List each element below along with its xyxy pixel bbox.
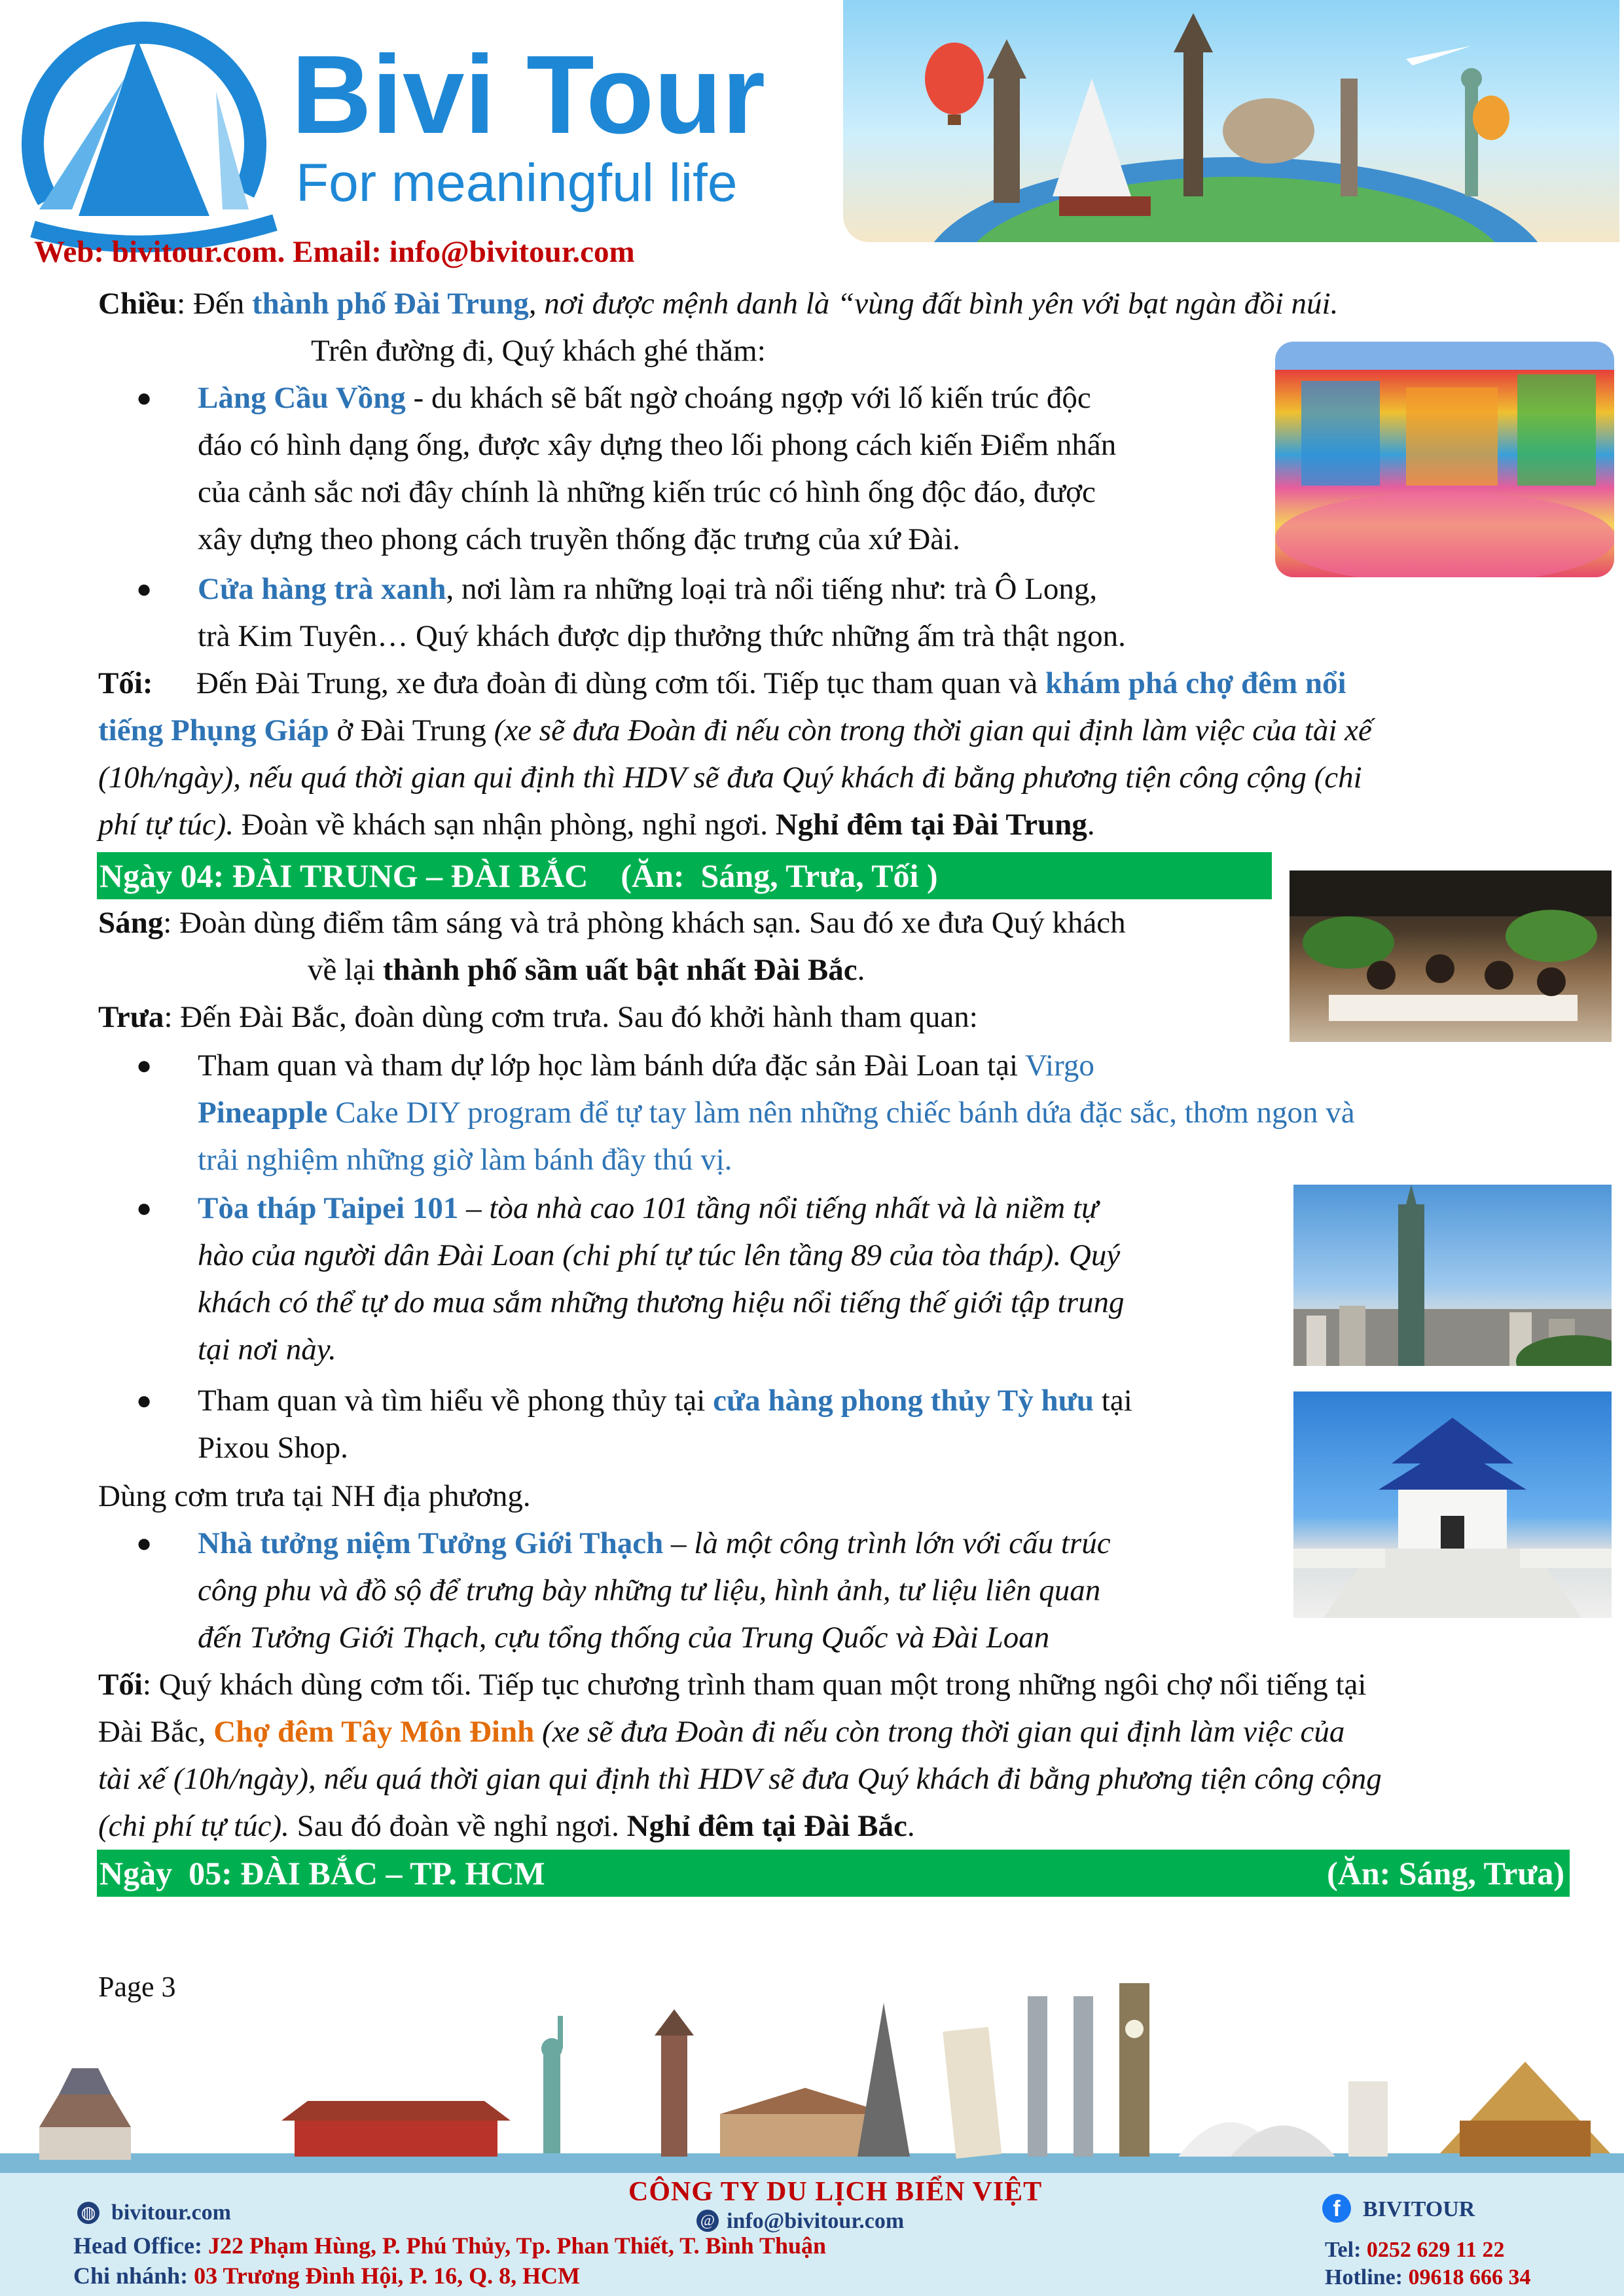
header: [0, 0, 1624, 275]
day5-title-bar: [97, 1850, 1570, 1897]
header-banner-image: [843, 0, 1619, 242]
bullet-pineapple-cake: Tham quan và tham dự lớp học làm bánh dứa đặc sản Đài Loan tại Virgo Pineapple Cake DIY program để tự tay làm nên những chiếc bánh dứa đặc sắc, thơm ngon và trải nghiệm những giờ làm bánh đầy thú vị.: [198, 1049, 1355, 1177]
globe-icon: ◍: [77, 2202, 99, 2224]
facebook-icon: f: [1322, 2194, 1351, 2223]
footer-bar: [0, 2173, 1624, 2296]
day4-noon-line: Trưa: Đến Đài Bắc, đoàn dùng cơm trưa. Sau đó khởi hành tham quan:: [98, 1000, 978, 1034]
memorial-hall-photo: [1293, 1391, 1612, 1618]
day3-afternoon-line1: Chiều: Đến thành phố Đài Trung, nơi được mệnh danh là “vùng đất bình yên với bạt ngàn đồi núi.: [98, 287, 1339, 321]
bullet-dot: ●: [136, 1386, 153, 1415]
footer-web: bivitour.com: [111, 2200, 231, 2225]
bullet-dot: ●: [136, 574, 153, 603]
evening-label: Tối:: [98, 666, 153, 700]
footer-facebook: BIVITOUR: [1363, 2197, 1475, 2221]
email-icon: @: [696, 2210, 719, 2232]
brand-name: Bivi Tour: [291, 33, 766, 157]
head-office: Head Office: J22 Phạm Hùng, P. Phú Thủy, Tp. Phan Thiết, T. Bình Thuận: [73, 2233, 827, 2259]
day4-title-bar: Ngày 04: ĐÀI TRUNG – ĐÀI BẮC (Ăn: Sáng, Trưa, Tối ): [97, 852, 1272, 899]
city-highlight: thành phố Đài Trung: [252, 287, 529, 321]
day4-evening: Tối: Quý khách dùng cơm tối. Tiếp tục chương trình tham quan một trong những ngôi chợ nổi tiếng tại Đài Bắc, Chợ đêm Tây Môn Đinh (xe sẽ đưa Đoàn đi nếu còn trong thời gian qui định làm việc của tài xế (10h/ngày), nếu quá thời gian qui định thì HDV sẽ đưa Quý khách đi bằng phương tiện công cộng (chi phí tự túc). Sau đó đoàn về nghỉ ngơi. Nghỉ đêm tại Đài Bắc.: [98, 1668, 1382, 1843]
footer-hotline: Hotline: 09618 666 34: [1325, 2265, 1531, 2289]
taipei-101-photo: [1293, 1185, 1612, 1366]
bullet-chiang-kai-shek-memorial: Nhà tưởng niệm Tưởng Giới Thạch – là một công trình lớn với cấu trúc công phu và đồ sộ để trưng bày những tư liệu, hình ảnh, tư liệu liên quan đến Tưởng Giới Thạch, cựu tổng thống của Trung Quốc và Đài Loan: [198, 1526, 1111, 1655]
baking-class-photo: [1290, 870, 1612, 1042]
bullet-dot: ●: [136, 1193, 153, 1223]
page-number: Page 3: [98, 1971, 176, 2003]
footer-skyline-image: [0, 1957, 1624, 2193]
web-email-line: Web: bivitour.com. Email: info@bivitour.com: [34, 235, 635, 269]
brand-tagline: For meaningful life: [296, 153, 738, 213]
day5-title: Ngày 05: ĐÀI BẮC – TP. HCM: [99, 1855, 545, 1892]
company-name: CÔNG TY DU LỊCH BIỂN VIỆT: [628, 2177, 1043, 2207]
day5-meals: (Ăn: Sáng, Trưa): [1327, 1855, 1564, 1892]
day3-evening: Tối: Đến Đài Trung, xe đưa đoàn đi dùng cơm tối. Tiếp tục tham quan và khám phá chợ đêm nổi tiếng Phụng Giáp ở Đài Trung (xe sẽ đưa Đoàn đi nếu còn trong thời gian qui định làm việc của tài xế (10h/ngày), nếu quá thời gian qui định thì HDV sẽ đưa Quý khách đi bằng phương tiện công cộng (chi phí tự túc). Đoàn về khách sạn nhận phòng, nghỉ ngơi. Nghỉ đêm tại Đài Trung.: [98, 660, 1564, 848]
day4-morning: Sáng: Đoàn dùng điểm tâm sáng và trả phòng khách sạn. Sau đó xe đưa Quý khách về lại thành phố sầm uất bật nhất Đài Bắc.: [98, 906, 1126, 987]
bullet-feng-shui-shop: Tham quan và tìm hiểu về phong thủy tại cửa hàng phong thủy Tỳ hưu tại Pixou Shop.: [198, 1384, 1132, 1465]
bullet-dot: ●: [136, 1050, 153, 1080]
bullet-dot: ●: [136, 1528, 153, 1558]
bullet-rainbow-village: Làng Cầu Vồng - du khách sẽ bất ngờ choáng ngợp với lố kiến trúc độc đáo có hình dạng ống, được xây dựng theo lối phong cách kiến Điểm nhấn của cảnh sắc nơi đây chính là những kiến trúc có hình ống độc đáo, được xây dựng theo phong cách truyền thống đặc trưng của xứ Đài.: [198, 381, 1117, 556]
footer-email: info@bivitour.com: [727, 2209, 905, 2233]
branch-office: Chi nhánh: 03 Trương Đình Hội, P. 16, Q. 8, HCM: [73, 2263, 581, 2289]
afternoon-label: Chiều: [98, 287, 177, 321]
rainbow-village-photo: [1275, 342, 1614, 577]
day3-afternoon-line2: Trên đường đi, Quý khách ghé thăm:: [311, 334, 766, 368]
bullet-green-tea-shop: Cửa hàng trà xanh, nơi làm ra những loại trà nổi tiếng như: trà Ô Long, trà Kim Tuyên… Quý khách được dịp thưởng thức những ấm trà thật ngon.: [198, 572, 1126, 653]
lunch-line: Dùng cơm trưa tại NH địa phương.: [98, 1479, 531, 1513]
bullet-taipei-101: Tòa tháp Taipei 101 – tòa nhà cao 101 tầng nổi tiếng nhất và là niềm tự hào của người dân Đài Loan (chi phí tự túc lên tầng 89 của tòa tháp). Quý khách có thể tự do mua sắm những thương hiệu nổi tiếng thế giới tập trung tại nơi này.: [198, 1191, 1125, 1367]
bullet-dot: ●: [136, 383, 153, 412]
footer-tel: Tel: 0252 629 11 22: [1325, 2238, 1505, 2262]
